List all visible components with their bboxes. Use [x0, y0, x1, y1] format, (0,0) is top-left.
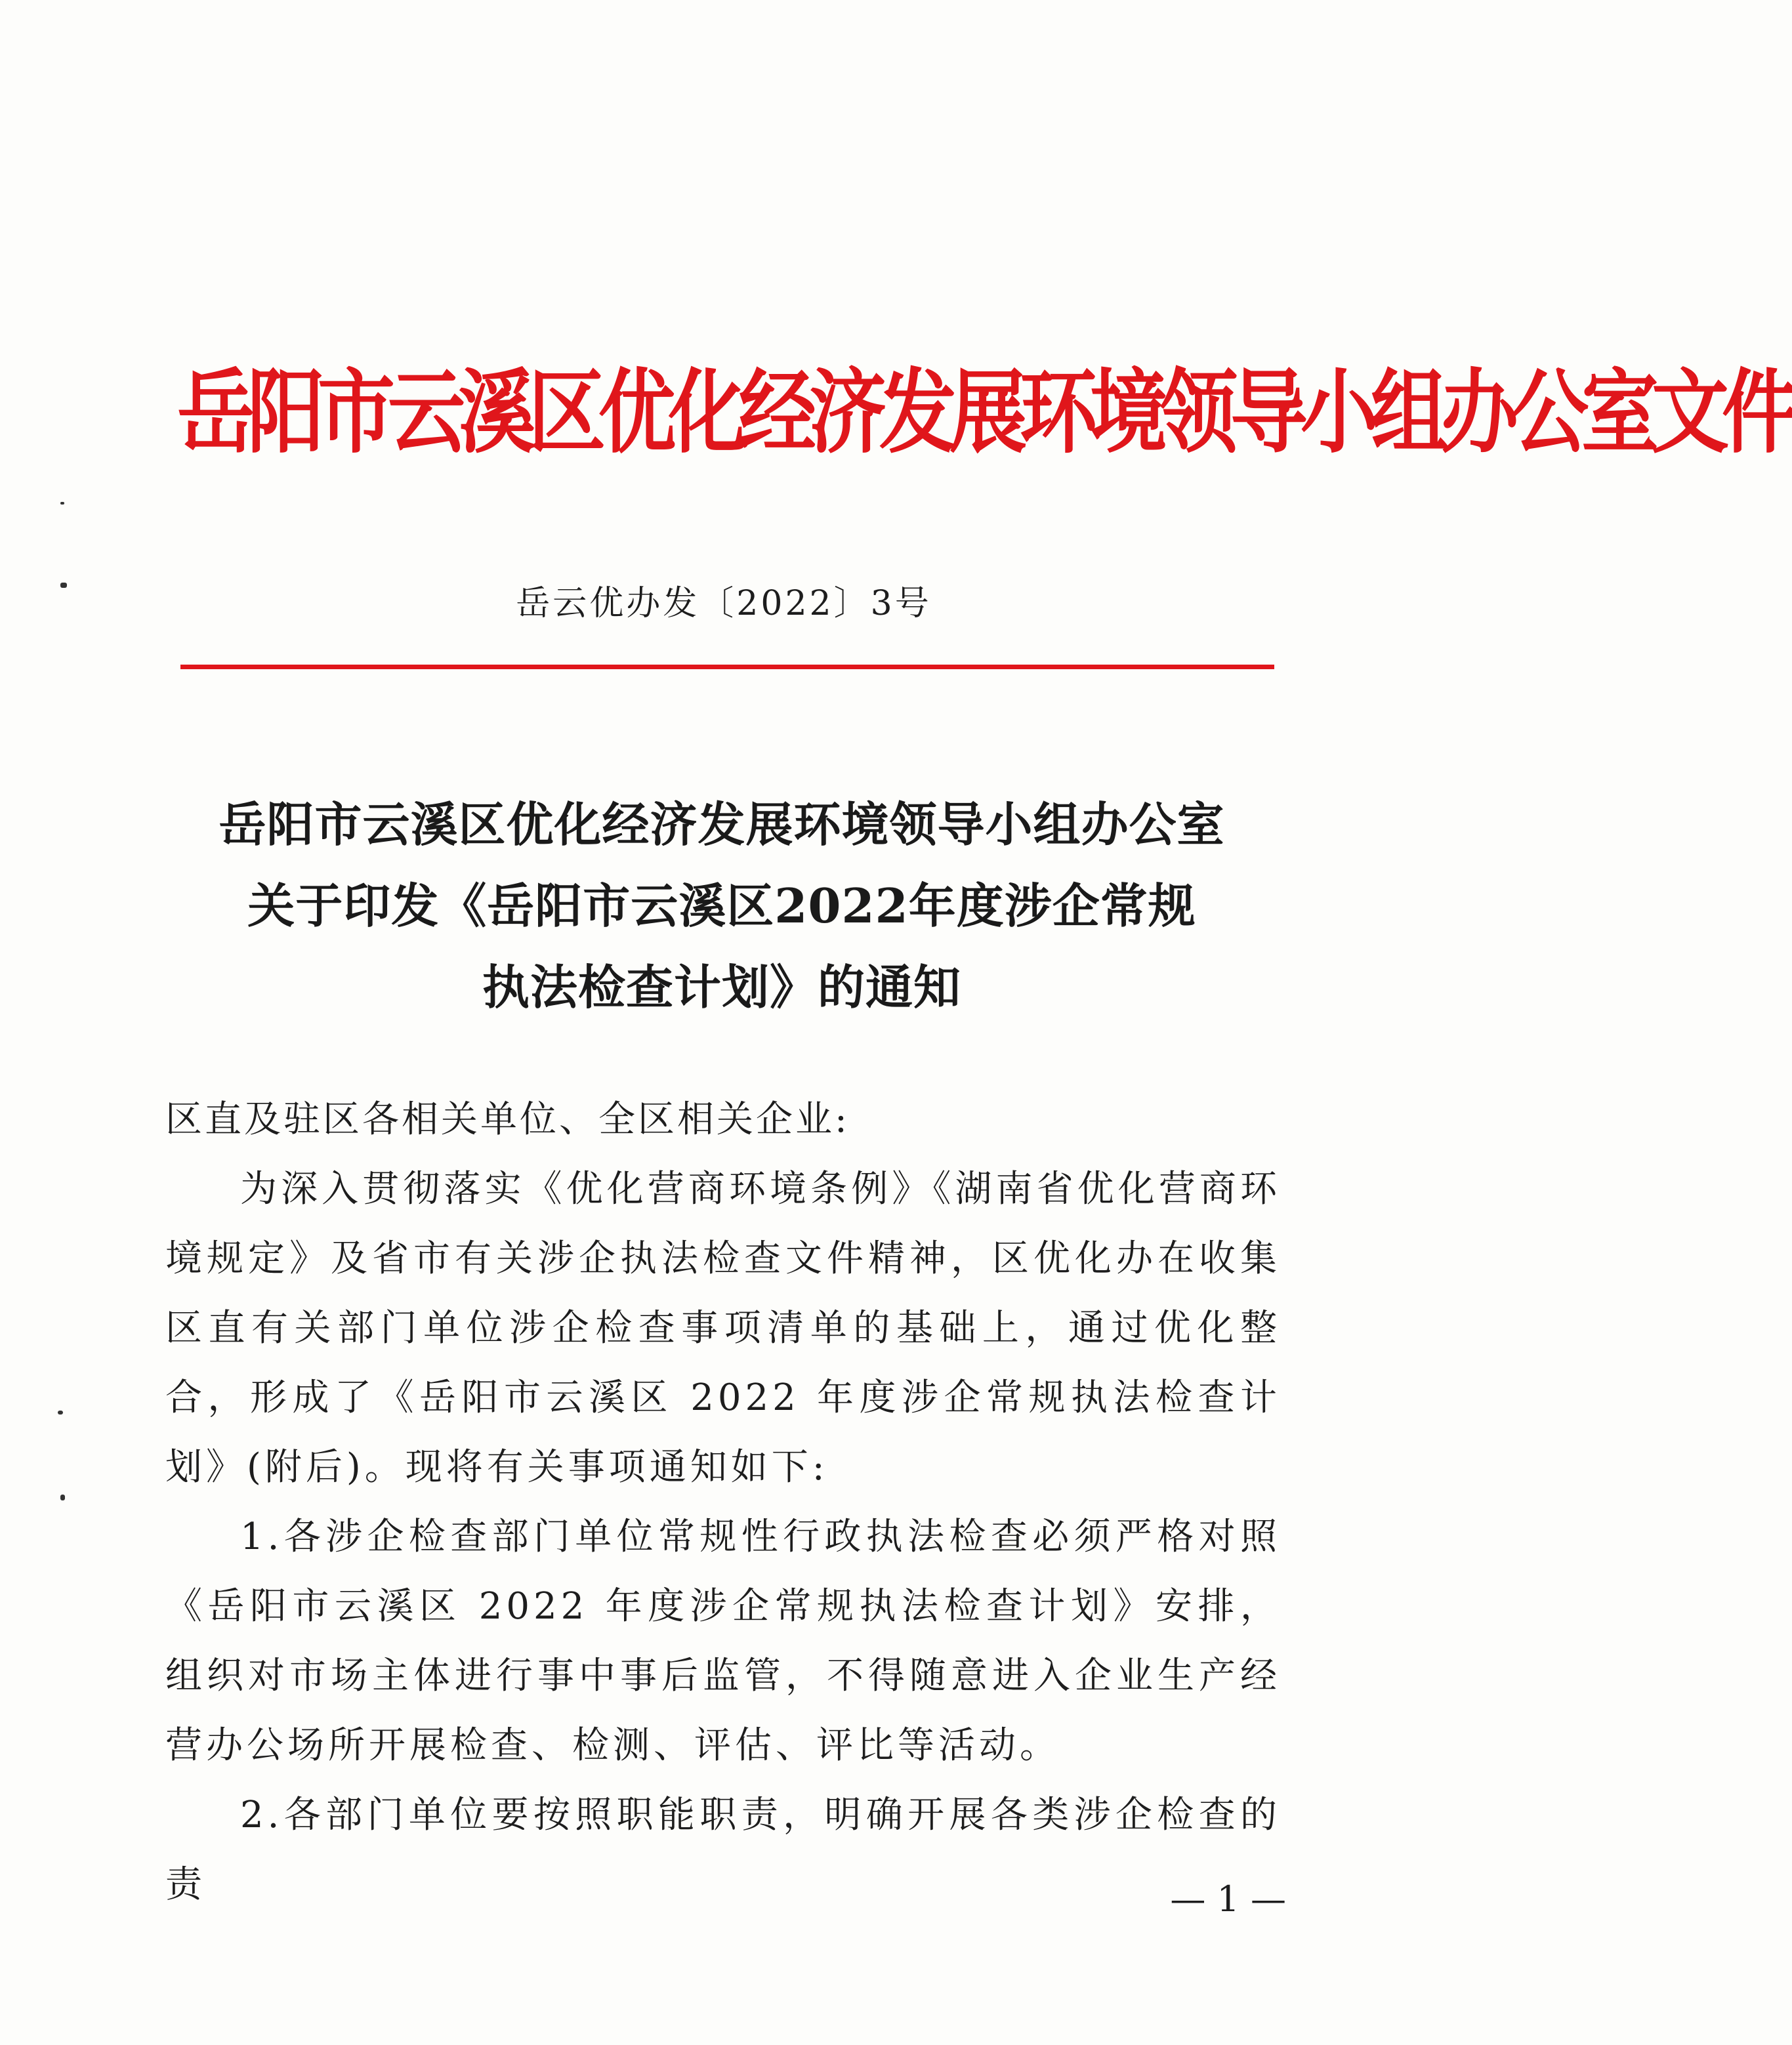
notice-title-line-2: 关于印发《岳阳市云溪区2022年度涉企常规: [247, 878, 1196, 934]
body-paragraph-3: 2.各部门单位要按照职能职责，明确开展各类涉企检查的责: [165, 1794, 1281, 1906]
notice-body: [165, 1085, 1281, 1920]
binding-hole-mark: [60, 1495, 65, 1500]
page-number: — 1 —: [1170, 1878, 1286, 1920]
issuer-header-title: 岳阳市云溪区优化经济发展环境领导小组办公室文件: [177, 358, 1792, 466]
notice-title-line-1: 岳阳市云溪区优化经济发展环境领导小组办公室: [219, 796, 1225, 852]
red-separator-line: [180, 665, 1274, 669]
body-paragraph-1: 为深入贯彻落实《优化营商环境条例》《湖南省优化营商环境规定》及省市有关涉企执法检查文件精神，区优化办在收集区直有关部门单位涉企检查事项清单的基础上，通过优化整合，形成了《岳阳市云溪区 2022 年度涉企常规执法检查计划》(附后)。现将有关事项通知如下:: [165, 1168, 1281, 1489]
notice-title-line-3: 执法检查计划》的通知: [482, 959, 961, 1015]
salutation: 区直及驻区各相关单位、全区相关企业:: [165, 1098, 850, 1141]
notice-title: [164, 784, 1280, 1028]
body-paragraph-2: 1.各涉企检查部门单位常规性行政执法检查必须严格对照《岳阳市云溪区 2022 年度涉企常规执法检查计划》安排，组织对市场主体进行事中事后监管，不得随意进入企业生产经营办公场所开展检查、检测、评估、评比等活动。: [165, 1516, 1281, 1767]
binding-hole-mark: [60, 502, 64, 505]
binding-hole-mark: [58, 1411, 63, 1415]
document-number: 岳云优办发〔2022〕3号: [516, 584, 932, 623]
binding-hole-mark: [60, 583, 67, 588]
